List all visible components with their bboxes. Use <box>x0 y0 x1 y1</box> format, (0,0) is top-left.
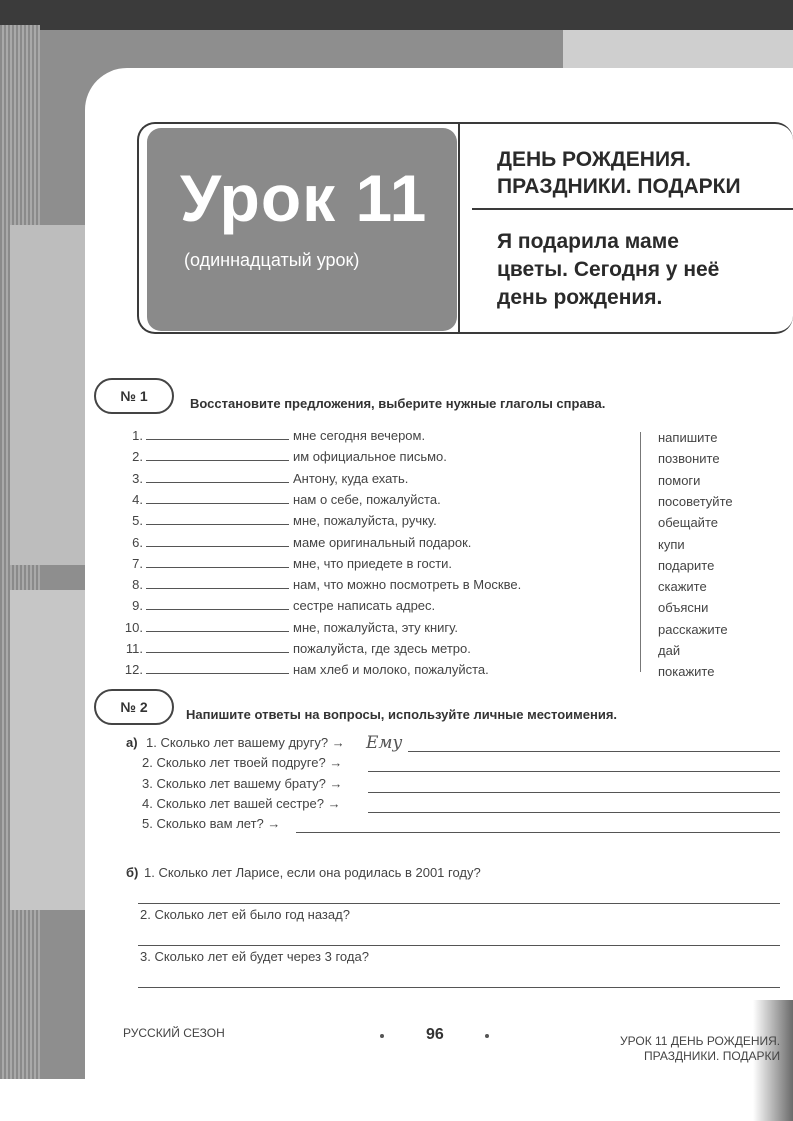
row-number: 7. <box>132 555 143 571</box>
answer-blank[interactable] <box>146 534 289 547</box>
verb-option: объясни <box>658 600 709 616</box>
question: 2. Сколько лет твоей подруге? → <box>142 755 343 771</box>
row-text: мне сегодня вечером. <box>293 428 426 443</box>
verb-option: купи <box>658 536 685 552</box>
answer-line[interactable] <box>138 987 780 988</box>
answer-blank[interactable] <box>146 661 289 674</box>
row-number: 12. <box>124 662 143 678</box>
question: 1. Сколько лет Ларисе, если она родилась в 2001 году? <box>144 865 481 880</box>
lesson-subtitle: (одиннадцатый урок) <box>184 250 360 270</box>
row-number: 6. <box>132 534 143 550</box>
answer-line[interactable] <box>408 751 780 752</box>
row-text: маме оригинальный подарок. <box>293 534 472 550</box>
answer-blank[interactable] <box>146 470 289 483</box>
lead-line: день рождения. <box>497 286 663 309</box>
page-number: 96 <box>426 1026 444 1043</box>
answer-line[interactable] <box>296 832 780 833</box>
answer-line[interactable] <box>368 812 780 813</box>
row-number: 9. <box>132 598 143 614</box>
answer-blank[interactable] <box>146 448 289 461</box>
answer-blank[interactable] <box>146 597 289 610</box>
row-text: Антону, куда ехать. <box>293 470 409 486</box>
verb-option: посоветуйте <box>658 493 733 509</box>
part-b-label <box>126 865 138 880</box>
topic-line: ДЕНЬ РОЖДЕНИЯ. <box>497 148 691 171</box>
answer-blank[interactable] <box>146 619 289 632</box>
answer-line[interactable] <box>368 771 780 772</box>
question: 4. Сколько лет вашей сестре? → <box>142 795 341 811</box>
scan-bottom <box>0 1079 793 1121</box>
row-number: 10. <box>124 619 143 635</box>
footer-lesson <box>620 1034 780 1064</box>
exercise-1-task: Восстановите предложения, выберите нужные глаголы справа. <box>190 396 606 411</box>
exercise-row <box>100 640 471 658</box>
exercise-row <box>100 448 447 466</box>
row-number: 11. <box>125 641 143 656</box>
row-number: 1. <box>132 428 143 443</box>
footer-book-title: РУССКИЙ СЕЗОН <box>123 1026 225 1040</box>
exercise-row <box>100 661 489 679</box>
row-number: 4. <box>132 491 143 507</box>
verb-option: обещайте <box>658 515 718 531</box>
answer-blank[interactable] <box>146 427 289 440</box>
exercise-row <box>100 619 458 637</box>
exercise-2-label: № 2 <box>94 689 174 725</box>
verb-option: подарите <box>658 557 715 573</box>
verbs-divider <box>640 432 641 672</box>
exercise-row <box>100 597 435 615</box>
exercise-row <box>100 555 452 573</box>
exercise-row <box>100 512 437 530</box>
part-b-marker: б) <box>126 865 139 880</box>
answer-line[interactable] <box>368 792 780 793</box>
answer-blank[interactable] <box>146 576 289 589</box>
topic-line: ПРАЗДНИКИ. ПОДАРКИ <box>497 175 741 198</box>
row-text: нам хлеб и молоко, пожалуйста. <box>293 662 489 678</box>
answer-blank[interactable] <box>146 555 289 568</box>
verb-option: дай <box>658 643 681 658</box>
exercise-row <box>100 470 408 488</box>
handwritten-answer: Ему <box>366 733 403 753</box>
row-number: 8. <box>132 577 143 593</box>
exercise-row <box>100 534 471 552</box>
answer-blank[interactable] <box>146 640 289 653</box>
row-text: нам о себе, пожалуйста. <box>293 491 441 507</box>
lesson-title: Урок 11 <box>180 161 428 235</box>
lead-line: цветы. Сегодня у неё <box>497 258 720 281</box>
exercise-row <box>100 576 521 594</box>
row-text: мне, что приедете в гости. <box>293 555 453 571</box>
verb-option: напишите <box>658 430 718 445</box>
answer-blank[interactable] <box>146 512 289 525</box>
row-number: 2. <box>132 449 143 465</box>
question: 3. Сколько лет вашему брату? → <box>142 775 343 791</box>
question: 2. Сколько лет ей было год назад? <box>140 907 350 922</box>
row-text: сестре написать адрес. <box>293 598 436 614</box>
exercise-row <box>100 491 441 509</box>
row-text: нам, что можно посмотреть в Москве. <box>293 577 522 593</box>
scan-top-edge <box>0 0 793 30</box>
question: 3. Сколько лет ей будет через 3 года? <box>140 949 369 964</box>
question: 5. Сколько вам лет? → <box>142 816 281 832</box>
verb-option: помоги <box>658 472 701 488</box>
row-number: 5. <box>132 513 143 529</box>
question: 1. Сколько лет вашему другу? → <box>146 735 345 750</box>
row-text: мне, пожалуйста, эту книгу. <box>293 619 458 635</box>
exercise-row <box>100 427 425 445</box>
footer-lesson-line: УРОК 11 ДЕНЬ РОЖДЕНИЯ. <box>620 1034 781 1048</box>
exercise-2-task: Напишите ответы на вопросы, используйте личные местоимения. <box>186 707 618 722</box>
row-number: 3. <box>132 470 143 486</box>
answer-blank[interactable] <box>146 491 289 504</box>
lead-line: Я подарила маме <box>497 230 679 253</box>
footer-lesson-line: ПРАЗДНИКИ. ПОДАРКИ <box>644 1049 781 1063</box>
header-divider <box>458 124 460 332</box>
verb-option: скажите <box>658 579 707 595</box>
exercise-1-label: № 1 <box>94 378 174 414</box>
part-a-label <box>126 735 138 750</box>
footer-dot <box>485 1034 489 1038</box>
row-text: мне, пожалуйста, ручку. <box>293 513 437 529</box>
verb-option: позвоните <box>658 451 720 467</box>
part-a-marker: а) <box>126 735 138 750</box>
lesson-topic <box>497 146 741 200</box>
footer-dot <box>380 1034 384 1038</box>
verb-option: расскажите <box>658 621 728 637</box>
row-text: им официальное письмо. <box>293 449 447 465</box>
row-text: пожалуйста, где здесь метро. <box>293 641 471 656</box>
answer-line[interactable] <box>138 903 780 904</box>
answer-line[interactable] <box>138 945 780 946</box>
topic-rule <box>472 208 793 210</box>
lesson-lead <box>497 228 777 312</box>
verb-option: покажите <box>658 664 715 680</box>
